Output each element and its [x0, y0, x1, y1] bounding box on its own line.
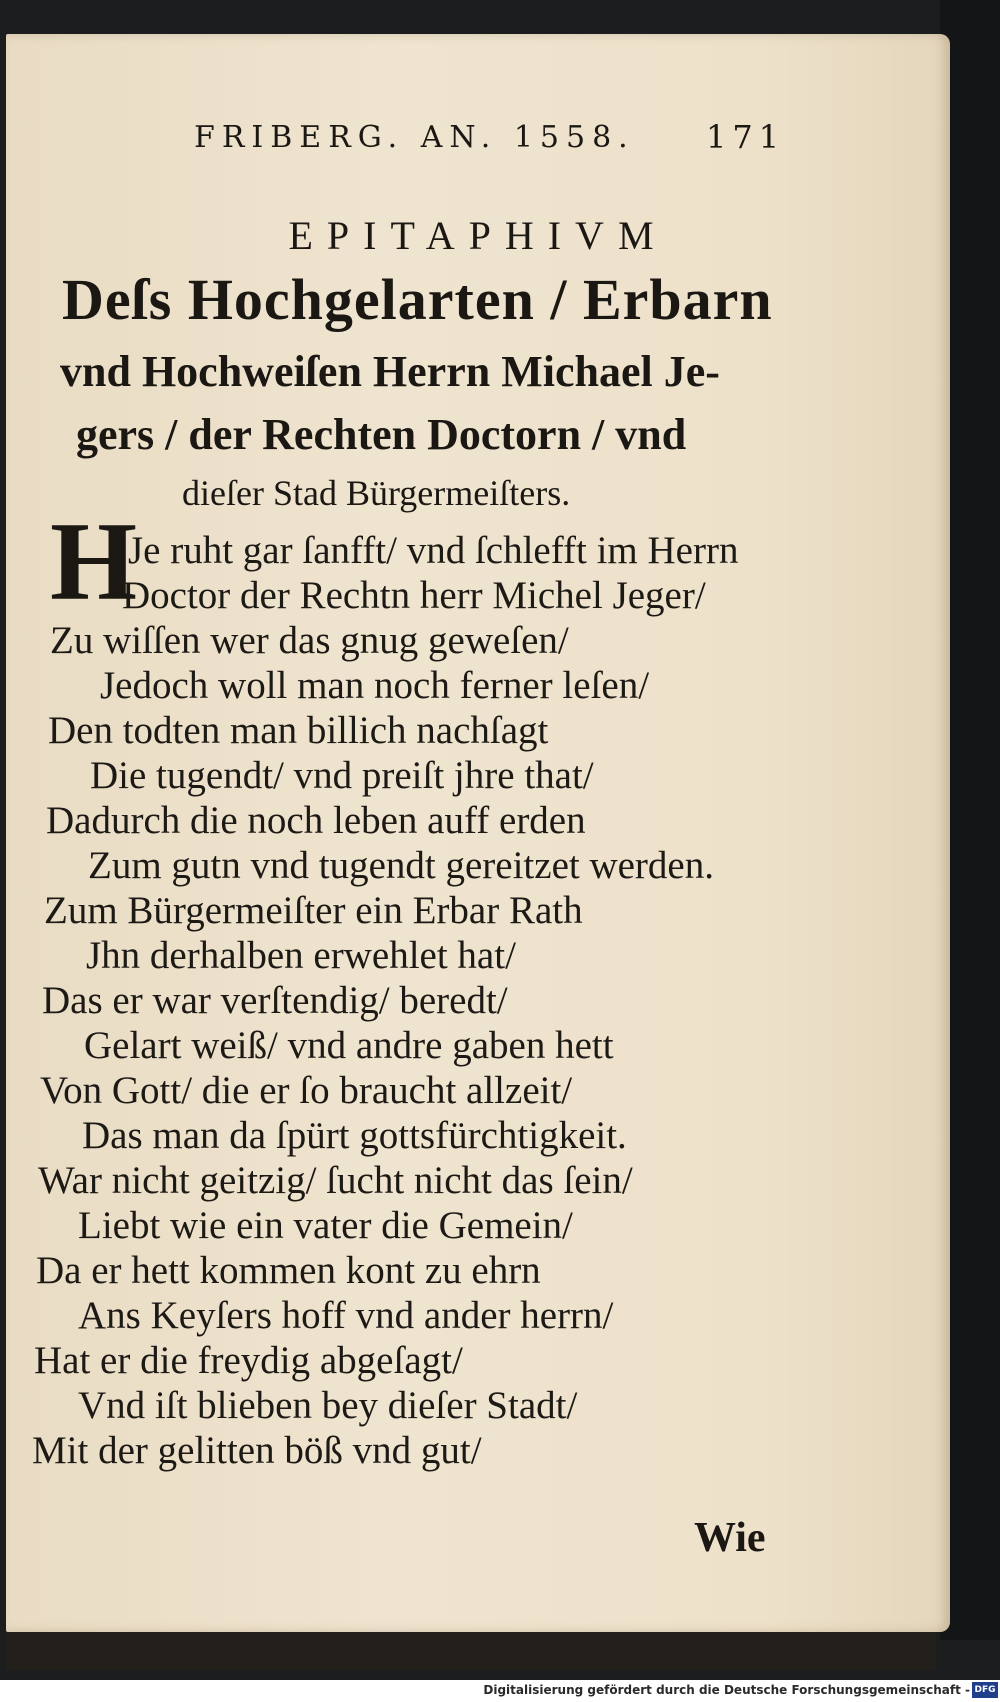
verse-line: Je ruht gar ſanfft/ vnd ſchlefft im Herrn	[128, 529, 739, 572]
footer-credit: Digitalisierung gefördert durch die Deutsche Forschungsgemeinschaft -	[483, 1683, 970, 1697]
decorated-initial: H	[50, 500, 138, 624]
verse-line: Doctor der Rechtn herr Michel Jeger/	[122, 574, 706, 617]
verse-line: Zum gutn vnd tugendt gereitzet werden.	[88, 844, 714, 887]
verse-line: Zu wiſſen wer das gnug geweſen/	[50, 619, 569, 662]
heading-line-3: gers / der Rechten Doctorn / vnd	[76, 410, 687, 459]
page-bottom-edge	[6, 1632, 936, 1670]
verse-line: Jedoch woll man noch ferner leſen/	[100, 664, 650, 707]
verse-line: Das er war verſtendig/ beredt/	[42, 979, 508, 1022]
verse-line: War nicht geitzig/ ſucht nicht das ſein/	[38, 1159, 633, 1202]
verse-line: Dadurch die noch leben auff erden	[46, 799, 586, 842]
running-head-title: FRIBERG. AN. 1558.	[194, 120, 635, 155]
verse-line: Hat er die freydig abgeſagt/	[34, 1339, 463, 1382]
verse-line: Zum Bürgermeiſter ein Erbar Rath	[44, 889, 583, 932]
dfg-logo-icon: DFG	[972, 1682, 998, 1698]
verse-line: Das man da ſpürt gottsfürchtigkeit.	[82, 1114, 627, 1157]
verse-line: Ans Keyſers hoff vnd ander herrn/	[78, 1294, 614, 1337]
verse-line: Jhn derhalben erwehlet hat/	[86, 934, 516, 977]
verse-line: Den todten man billich nachſagt	[48, 709, 549, 752]
verse-line: Da er hett kommen kont zu ehrn	[36, 1249, 541, 1292]
verse-line: Mit der gelitten böß vnd gut/	[32, 1429, 482, 1472]
heading-line-2: vnd Hochweiſen Herrn Michael Je-	[60, 347, 720, 396]
epitaph-caption: EPITAPHIVM	[288, 213, 668, 258]
verse-line: Die tugendt/ vnd preiſt jhre that/	[90, 754, 594, 797]
verse-line: Liebt wie ein vater die Gemein/	[78, 1204, 573, 1247]
book-page	[6, 34, 950, 1632]
heading-line-1: Deſs Hochgelarten / Erbarn	[62, 267, 773, 332]
catchword: Wie	[694, 1515, 766, 1561]
verse-line: Von Gott/ die er ſo braucht allzeit/	[40, 1069, 573, 1112]
page-number: 171	[706, 118, 786, 156]
verse-line: Gelart weiß/ vnd andre gaben hett	[84, 1024, 614, 1067]
heading-line-4: dieſer Stad Bürgermeiſters.	[182, 473, 571, 513]
running-head	[6, 116, 950, 156]
verse-line: Vnd iſt blieben bey dieſer Stadt/	[78, 1384, 578, 1427]
